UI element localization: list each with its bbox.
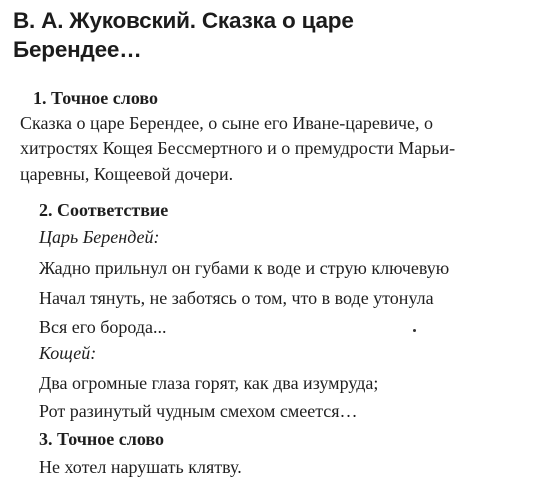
koshchei-line-1: Два огромные глаза горят, как два изумруда; [39,373,379,393]
section-2-heading: 2. Соответствие [39,200,169,220]
document-title [13,6,513,64]
koshchei-line-2: Рот разинутый чудным смехом смеется… [39,401,358,421]
berendey-line-2: Начал тянуть, не заботясь о том, что в воде утонула [39,288,434,308]
section-1-heading: 1. Точное слово [33,88,158,108]
berendey-line-1: Жадно прильнул он губами к воде и струю ключевую [39,258,450,278]
scan-speck [413,329,416,332]
section-3-heading: 3. Точное слово [39,429,164,449]
section-3-line-1: Не хотел нарушать клятву. [39,457,242,477]
title-line-2: Берендее… [13,37,142,62]
title-line-1: В. А. Жуковский. Сказка о царе [13,8,354,33]
section-1-line-1: Сказка о царе Берендее, о сыне его Иване-царевиче, о [20,113,434,133]
section-1-line-3: царевны, Кощеевой дочери. [20,164,234,184]
berendey-line-3: Вся его борода... [39,317,167,337]
speaker-koshchei: Кощей: [39,343,97,363]
speaker-tsar-berendey: Царь Берендей: [39,227,160,247]
section-1-line-2: хитростях Кощея Бессмертного и о премудрости Марьи- [20,138,456,158]
